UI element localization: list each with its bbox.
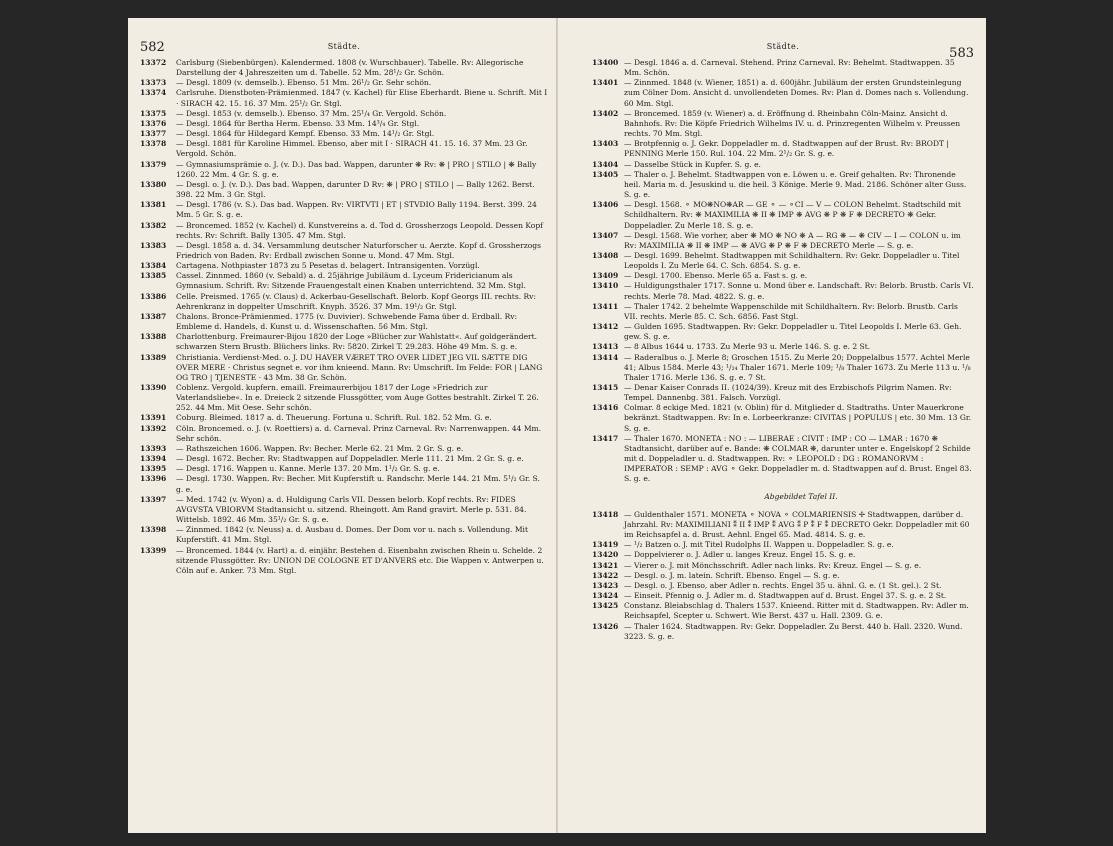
entry-number: 13374 <box>140 88 167 98</box>
entry-number: 13414 <box>592 352 619 362</box>
catalog-entry <box>592 540 974 550</box>
entry-number: 13382 <box>140 220 167 230</box>
catalog-entry <box>592 170 974 200</box>
catalog-entry <box>140 495 548 525</box>
catalog-entry <box>140 261 548 271</box>
catalog-entry <box>140 383 548 413</box>
entry-number: 13397 <box>140 494 167 504</box>
entry-text: — Guldenthaler 1571. MONETA ⚬ NOVA ⚬ COLMARIENSIS ✢ Stadtwappen, darüber d. Jahrzahl. Rv: MAXIMILIANI ⁑ II ⁑ IMP ⁑ AVG ⁑ P ⁑ F ⁑ DECRETO Gekr. Doppeladler mit 60 im Reichsapfel a. d. Brust. Aehnl. Engel 65. Mad. 4814. S. g. e. <box>624 509 970 540</box>
entry-text: — Broncemed. 1859 (v. Wiener) a. d. Eröffnung d. Rheinbahn Cöln-Mainz. Ansicht d. Bahnhofs. Rv: Die Köpfe Friedrich Wilhelms IV. u. d. Prinzregenten Wilhelm v. Preussen rechts. 70 Mm. Stgl. <box>624 108 961 139</box>
catalog-entry <box>140 109 548 119</box>
catalog-entry <box>140 58 548 78</box>
catalog-entry <box>592 302 974 322</box>
entry-text: — Desgl. 1568. ⚬ MO❋NO❋AR — GE ⚬ — ⚬CI — V — COLON Behelmt. Stadtschild mit Schildhaltern. Rv: ❋ MAXIMILIA ❋ II ❋ IMP ❋ AVG ❋ P ❋ F ❋ DECRETO ❋ Gekr. Doppeladler. Zu Merle 18. S. g. e. <box>624 200 961 230</box>
left-page-header <box>140 40 548 58</box>
entry-number: 13375 <box>140 108 167 118</box>
catalog-entry <box>140 241 548 261</box>
entry-text: — 8 Albus 1644 u. 1733. Zu Merle 93 u. Merle 146. S. g. e. 2 St. <box>624 342 871 352</box>
left-running-head: Städte. <box>327 42 361 51</box>
entry-number: 13390 <box>140 383 167 392</box>
entry-number: 13384 <box>140 261 167 271</box>
right-entries-list <box>592 58 974 642</box>
right-page-number: 583 <box>949 46 974 61</box>
entry-text: Coburg. Bleimed. 1817 a. d. Theuerung. Fortuna u. Schrift. Rul. 182. 52 Mm. G. e. <box>176 413 492 423</box>
entry-text: — ¹/₂ Batzen o. J. mit Titel Rudolphs II. Wappen u. Doppeladler. S. g. e. <box>624 540 894 550</box>
entry-text: — Rathszeichen 1606. Wappen. Rv: Becher. Merle 62. 21 Mm. 2 Gr. S. g. e. <box>176 443 464 453</box>
catalog-entry <box>592 403 974 433</box>
catalog-entry <box>140 119 548 129</box>
entry-number: 13404 <box>592 159 619 169</box>
entry-number: 13385 <box>140 271 167 281</box>
entry-text: Cassel. Zinnmed. 1860 (v. Sebald) a. d. 25jährige Jubiläum d. Lyceum Fridericianum als Gymnasium. Schrift. Rv: Sitzende Frauengestalt einen Knaben unterrichtend. 32 Mm. Stgl. <box>176 271 526 291</box>
entry-number: 13377 <box>140 129 167 139</box>
entry-number: 13420 <box>592 550 619 560</box>
entry-text: Carlsruhe. Dienstboten-Prämienmed. 1847 (v. Kachel) für Elise Eberhardt. Biene u. Schrift. Mit I · SIRACH 42. 15. 16. 37 Mm. 25¹/₂ Gr. Stgl. <box>176 88 548 108</box>
entry-text: — Desgl. 1881 für Karoline Himmel. Ebenso, aber mit I · SIRACH 41. 15. 16. 37 Mm. 23 Gr. Vergold. Schön. <box>176 139 528 159</box>
catalog-entry <box>592 139 974 159</box>
entry-text: — Thaler 1624. Stadtwappen. Rv: Gekr. Doppeladler. Zu Berst. 440 b. Hall. 2320. Wund. 3223. S. g. e. <box>624 621 963 641</box>
entry-text: Cöln. Broncemed. o. J. (v. Roettiers) a. d. Carneval. Prinz Carneval. Rv: Narrenwappen. 44 Mm. Sehr schön. <box>176 423 542 443</box>
entry-text: — Thaler 1670. MONETA : NO : — LIBERAE : CIVIT : IMP : CO — LMAR : 1670 ❋ Stadtansicht, darüber auf e. Bande: ❋ COLMAR ❋, darunter unter e. Engelskopf 2 Schilde mit d. Doppeladler u. d. Stadtwappen. Rv: ⚬ LEOPOLD : DG : ROMANORVM : IMPERATOR : SEMP : AVG ⚬ Gekr. Doppeladler m. d. Stadtwappen auf d. Brust. Engel 83. S. g. e. <box>624 433 972 484</box>
entry-number: 13416 <box>592 403 619 413</box>
left-page-number: 582 <box>140 40 165 55</box>
catalog-entry <box>592 353 974 383</box>
entry-text: — Desgl. o. J. (v. D.). Das bad. Wappen, darunter D Rv: ❋ | PRO | STILO | — Bally 1262. Berst. 398. 22 Mm. 3 Gr. Stgl. <box>176 179 535 200</box>
entry-number: 13417 <box>592 433 619 443</box>
entry-text: — Desgl. 1858 a. d. 34. Versammlung deutscher Naturforscher u. Aerzte. Kopf d. Grossherzogs Friedrich von Baden. Rv: Erdball zwischen Sonne u. Mond. 47 Mm. Stgl. <box>176 240 541 260</box>
entry-text: Constanz. Bleiabschlag d. Thalers 1537. Knieend. Ritter mit d. Stadtwappen. Rv: Adler m. Reichsapfel, Scepter u. Schwert. Wie Berst. 437 u. Hall. 2309. G. e. <box>624 601 969 621</box>
entry-number: 13403 <box>592 139 619 149</box>
entry-number: 13393 <box>140 443 167 453</box>
catalog-entry <box>140 474 548 494</box>
entry-text: — Gulden 1695. Stadtwappen. Rv: Gekr. Doppeladler u. Titel Leopolds I. Merle 63. Geh. gew. S. g. e. <box>624 322 962 342</box>
catalog-entry <box>592 322 974 342</box>
entry-number: 13399 <box>140 545 167 555</box>
entry-number: 13408 <box>592 250 619 260</box>
entry-number: 13395 <box>140 464 167 474</box>
catalog-entry <box>592 78 974 108</box>
catalog-entry <box>592 622 974 642</box>
catalog-entry <box>592 271 974 281</box>
entry-number: 13423 <box>592 580 619 590</box>
catalog-entry <box>140 78 548 88</box>
entry-text: — Zinnmed. 1842 (v. Neuss) a. d. Ausbau d. Domes. Der Dom vor u. nach s. Vollendung. Mit Kupferstift. 41 Mm. Stgl. <box>176 525 528 545</box>
entry-text: — Broncemed. 1852 (v. Kachel) d. Kunstvereins a. d. Tod d. Grossherzogs Leopold. Dessen Kopf rechts. Rv: Schrift. Bally 1305. 47 Mm. Stgl. <box>176 220 543 240</box>
right-running-head: Städte. <box>766 42 800 51</box>
catalog-entry <box>140 200 548 220</box>
catalog-entry <box>140 312 548 332</box>
entry-number: 13389 <box>140 352 167 362</box>
catalog-entry <box>140 464 548 474</box>
entry-number: 13424 <box>592 591 619 601</box>
catalog-entry <box>592 383 974 403</box>
entry-number: 13422 <box>592 570 619 580</box>
entry-text: Cartagena. Nothpiaster 1873 zu 5 Pesetas d. belagert. Intransigenten. Vorzügl. <box>176 261 480 271</box>
catalog-entry <box>140 546 548 576</box>
entry-number: 13392 <box>140 423 167 433</box>
entry-number: 13413 <box>592 342 619 352</box>
entry-number: 13373 <box>140 78 167 88</box>
entry-text: Chalons. Bronce-Prämienmed. 1775 (v. Duvivier). Schwebende Fama über d. Erdball. Rv: Embleme d. Handels, d. Kunst u. d. Wissenschaften. 56 Mm. Stgl. <box>176 311 518 332</box>
entry-number: 13372 <box>140 58 167 67</box>
catalog-entry <box>140 424 548 444</box>
entry-text: — Desgl. 1809 (v. demselb.). Ebenso. 51 Mm. 26¹/₂ Gr. Sehr schön. <box>176 78 432 88</box>
entry-text: Celle. Preismed. 1765 (v. Claus) d. Ackerbau-Gesellschaft. Belorb. Kopf Georgs III. rechts. Rv: Aehrenkranz in doppelter Umschrift. Knyph. 3526. 37 Mm. 19¹/₂ Gr. Stgl. <box>176 291 536 311</box>
catalog-entry <box>140 88 548 108</box>
entry-text: — Gymnasiumsprämie o. J. (v. D.). Das bad. Wappen, darunter ❋ Rv: ❋ | PRO | STILO | ❋ Bally 1260. 22 Mm. 4 Gr. S. g. e. <box>176 159 537 179</box>
entry-number: 13386 <box>140 291 167 301</box>
entry-number: 13415 <box>592 383 619 392</box>
catalog-entry <box>592 591 974 601</box>
entry-number: 13388 <box>140 332 167 342</box>
entry-text: — Desgl. 1864 für Bertha Herm. Ebenso. 33 Mm. 14³/₄ Gr. Stgl. <box>176 118 420 128</box>
catalog-entry <box>140 444 548 454</box>
entry-text: — Desgl. 1846 a. d. Carneval. Stehend. Prinz Carneval. Rv: Behelmt. Stadtwappen. 35 Mm. Schön. <box>624 58 955 78</box>
catalog-entry <box>140 221 548 241</box>
entry-text: — Desgl. 1699. Behelmt. Stadtwappen mit Schildhaltern. Rv: Gekr. Doppeladler u. Titel Leopolds I. Zu Merle 64. C. Sch. 6854. S. g. e. <box>624 250 960 271</box>
entry-text: — Desgl. 1853 (v. demselb.). Ebenso. 37 Mm. 25¹/₄ Gr. Vergold. Schön. <box>176 108 447 118</box>
entry-number: 13406 <box>592 200 619 210</box>
entry-text: Colmar. 8 eckige Med. 1821 (v. Oblin) für d. Mitglieder d. Stadtraths. Unter Mauerkrone bekränzt. Stadtwappen. Rv: In e. Lorbeerkranze: CIVITAS | POPULUS | etc. 30 Mm. 13 Gr. S. g. e. <box>624 403 972 433</box>
entry-number: 13411 <box>592 301 619 311</box>
entry-number: 13398 <box>140 525 167 535</box>
entry-number: 13400 <box>592 58 619 67</box>
catalog-entry <box>140 292 548 312</box>
entry-number: 13381 <box>140 200 167 210</box>
entry-number: 13407 <box>592 230 619 240</box>
catalog-entry <box>592 251 974 271</box>
left-entries-list <box>140 58 548 576</box>
entry-text: Charlottenburg. Freimaurer-Bijou 1820 der Loge »Blücher zur Wahlstatt«. Auf goldgerändert. schwarzen Stern Brustb. Blüchers links. Rv: 5820. Zirkel T. 29.283. Höhe 49 Mm. S. g. e. <box>176 332 538 352</box>
entry-number: 13387 <box>140 311 167 321</box>
entry-number: 13380 <box>140 179 167 189</box>
entry-number: 13394 <box>140 454 167 464</box>
entry-number: 13412 <box>592 322 619 332</box>
entry-text: — Desgl. 1672. Becher. Rv: Stadtwappen auf Doppeladler. Merle 111. 21 Mm. 2 Gr. S. g. e. <box>176 454 524 464</box>
catalog-entry <box>592 109 974 139</box>
entry-text: — Dasselbe Stück in Kupfer. S. g. e. <box>624 159 761 169</box>
catalog-entry <box>140 413 548 423</box>
entry-number: 13396 <box>140 474 167 484</box>
entry-number: 13401 <box>592 78 619 88</box>
entry-text: — Einseit. Pfennig o. J. Adler m. d. Stadtwappen auf d. Brust. Engel 37. S. g. e. 2 St. <box>624 591 947 601</box>
entry-text: Christiania. Verdienst-Med. o. J. DU HAVER VÆRET TRO OVER LIDET JEG VIL SÆTTE DIG OVER MERE · Christus segnet e. vor ihm knieend. Mann. Rv: Umschrift. Im Felde: FOR | LANG OG TRO | TJENESTE · 43 Mm. 38 Gr. Schön. <box>176 352 543 382</box>
catalog-entry <box>592 571 974 581</box>
entry-text: Coblenz. Vergold. kupfern. emaill. Freimaurerbijou 1817 der Loge »Friedrich zur Vaterlandsliebe«. In e. Dreieck 2 sitzende Flussgötter, vom Auge Gottes bestrahlt. Zirkel T. 26. 252. 44 Mm. Mit Oese. Sehr schön. <box>176 383 539 413</box>
catalog-entry <box>140 332 548 352</box>
right-page <box>558 18 986 833</box>
catalog-entry <box>592 434 974 485</box>
entry-text: — Doppelvierer o. J. Adler u. langes Kreuz. Engel 15. S. g. e. <box>624 550 856 560</box>
entry-number: 13376 <box>140 118 167 128</box>
catalog-entry <box>592 58 974 78</box>
entry-text: — Desgl. o. J. m. latein. Schrift. Ebenso. Engel — S. g. e. <box>624 570 840 580</box>
catalog-entry <box>592 561 974 571</box>
entry-number: 13410 <box>592 281 619 291</box>
entry-text: — Desgl. 1716. Wappen u. Kanne. Merle 137. 20 Mm. 1¹/₂ Gr. S. g. e. <box>176 464 440 474</box>
entry-number: 13391 <box>140 413 167 423</box>
entry-text: — Thaler o. J. Behelmt. Stadtwappen von e. Löwen u. e. Greif gehalten. Rv: Thronende heil. Maria m. d. Jesuskind u. die heil. 3 Könige. Merle 9. Mad. 2186. Schöner alter Guss. S. g. e. <box>624 169 967 200</box>
entry-text: Carlsburg (Siebenbürgen). Kalendermed. 1808 (v. Wurschbauer). Tabelle. Rv: Allegorische Darstellung der 4 Jahreszeiten um d. Tabelle. 52 Mm. 28¹/₂ Gr. Schön. <box>176 58 524 78</box>
catalog-entry <box>140 271 548 291</box>
entry-number: 13409 <box>592 271 619 281</box>
entry-number: 13402 <box>592 108 619 118</box>
entry-number: 13405 <box>592 169 619 179</box>
entry-number: 13425 <box>592 601 619 611</box>
catalog-entry <box>592 160 974 170</box>
entry-number: 13378 <box>140 139 167 149</box>
entry-text: — Desgl. 1700. Ebenso. Merle 65 a. Fast s. g. e. <box>624 271 808 281</box>
catalog-entry <box>140 454 548 464</box>
entry-text: — Med. 1742 (v. Wyon) a. d. Huldigung Carls VII. Dessen belorb. Kopf rechts. Rv: FIDES AVGVSTA VBIORVM Stadtansicht u. sitzend. Rheingott. Am Rand gravirt. Merle p. 531. 84. Wittelsb. 1892. 46 Mm. 35¹/₂ Gr. S. g. e. <box>176 494 527 525</box>
catalog-entry <box>592 601 974 621</box>
catalog-entry <box>140 180 548 200</box>
entry-number: 13426 <box>592 621 619 631</box>
catalog-entry <box>592 581 974 591</box>
entry-text: — Desgl. 1568. Wie vorher, aber ❋ MO ❋ NO ❋ A — RG ❋ — ❋ CIV — I — COLON u. im Rv: MAXIMILIA ❋ II ❋ IMP — ❋ AVG ❋ P ❋ F ❋ DECRETO Merle — S. g. e. <box>624 230 961 250</box>
entry-text: — Raderalbus o. J. Merle 8; Groschen 1515. Zu Merle 20; Doppelalbus 1577. Achtel Merle 41; Albus 1584. Merle 43; ¹/₂₄ Thaler 1671. Merle 109; ¹/₈ Thaler 1673. Zu Merle 113 u. ¹/₈ Thaler 1716. Merle 136. S. g. e. 7 St. <box>624 352 971 382</box>
catalog-entry <box>592 342 974 352</box>
catalog-entry <box>592 550 974 560</box>
entry-number: 13379 <box>140 159 167 169</box>
entry-number: 13419 <box>592 540 619 550</box>
entry-number: 13418 <box>592 509 619 519</box>
catalog-entry <box>140 353 548 383</box>
entry-text: — Desgl. 1786 (v. S.). Das bad. Wappen. Rv: VIRTVTI | ET | STVDIO Bally 1194. Berst. 399. 24 Mm. 5 Gr. S. g. e. <box>176 200 537 220</box>
left-page <box>128 18 558 833</box>
entry-number: 13421 <box>592 560 619 570</box>
catalog-entry <box>592 510 974 540</box>
catalog-entry <box>140 139 548 159</box>
entry-text: — Desgl. 1730. Wappen. Rv: Becher. Mit Kupferstift u. Randschr. Merle 144. 21 Mm. 5¹/₂ Gr. S. g. e. <box>176 474 540 494</box>
catalog-entry <box>140 129 548 139</box>
entry-text: — Thaler 1742. 2 behelmte Wappenschilde mit Schildhaltern. Rv: Belorb. Brustb. Carls VII. rechts. Merle 85. C. Sch. 6856. Fast Stgl. <box>624 301 958 321</box>
entry-text: — Broncemed. 1844 (v. Hart) a. d. einjähr. Bestehen d. Eisenbahn zwischen Rhein u. Schelde. 2 sitzende Flussgötter. Rv: UNION DE COLOGNE ET D'ANVERS etc. Die Wappen v. Antwerpen u. Cöln auf e. Anker. 73 Mm. Stgl. <box>176 545 544 575</box>
catalog-entry <box>592 231 974 251</box>
illustration-note: Abgebildet Tafel II. <box>764 492 838 502</box>
entry-text: — Desgl. 1864 für Hildegard Kempf. Ebenso. 33 Mm. 14¹/₂ Gr. Stgl. <box>176 129 435 139</box>
right-page-header <box>592 40 974 61</box>
entry-text: — Huldigungsthaler 1717. Sonne u. Mond über e. Landschaft. Rv: Belorb. Brustb. Carls VI. rechts. Merle 78. Mad. 4822. S. g. e. <box>624 281 974 301</box>
entry-text: — Desgl. o. J. Ebenso, aber Adler n. rechts. Engel 35 u. ähnl. G. e. (1 St. gel.). 2 St. <box>624 580 942 590</box>
entry-text: — Brotpfennig o. J. Gekr. Doppeladler m. d. Stadtwappen auf der Brust. Rv: BRODT | PENNING Merle 150. Rul. 104. 22 Mm. 2¹/₂ Gr. S. g. e. <box>624 139 949 159</box>
catalog-entry <box>140 160 548 180</box>
catalog-entry <box>140 525 548 545</box>
catalog-entry <box>592 281 974 301</box>
entry-text: — Zinnmed. 1848 (v. Wiener, 1851) a. d. 600jähr. Jubiläum der ersten Grundsteinlegung zum Cölner Dom. Ansicht d. unvollendeten Domes. Rv: Plan d. Domes nach s. Vollendung. 60 Mm. Stgl. <box>624 78 969 108</box>
entry-number: 13383 <box>140 240 167 250</box>
entry-text: — Vierer o. J. mit Mönchsschrift. Adler nach links. Rv: Kreuz. Engel — S. g. e. <box>624 560 922 570</box>
entry-text: — Denar Kaiser Conrads II. (1024/39). Kreuz mit des Erzbischofs Pilgrim Namen. Rv: Tempel. Dannenbg. 381. Falsch. Vorzügl. <box>624 383 952 403</box>
catalog-entry <box>592 200 974 230</box>
